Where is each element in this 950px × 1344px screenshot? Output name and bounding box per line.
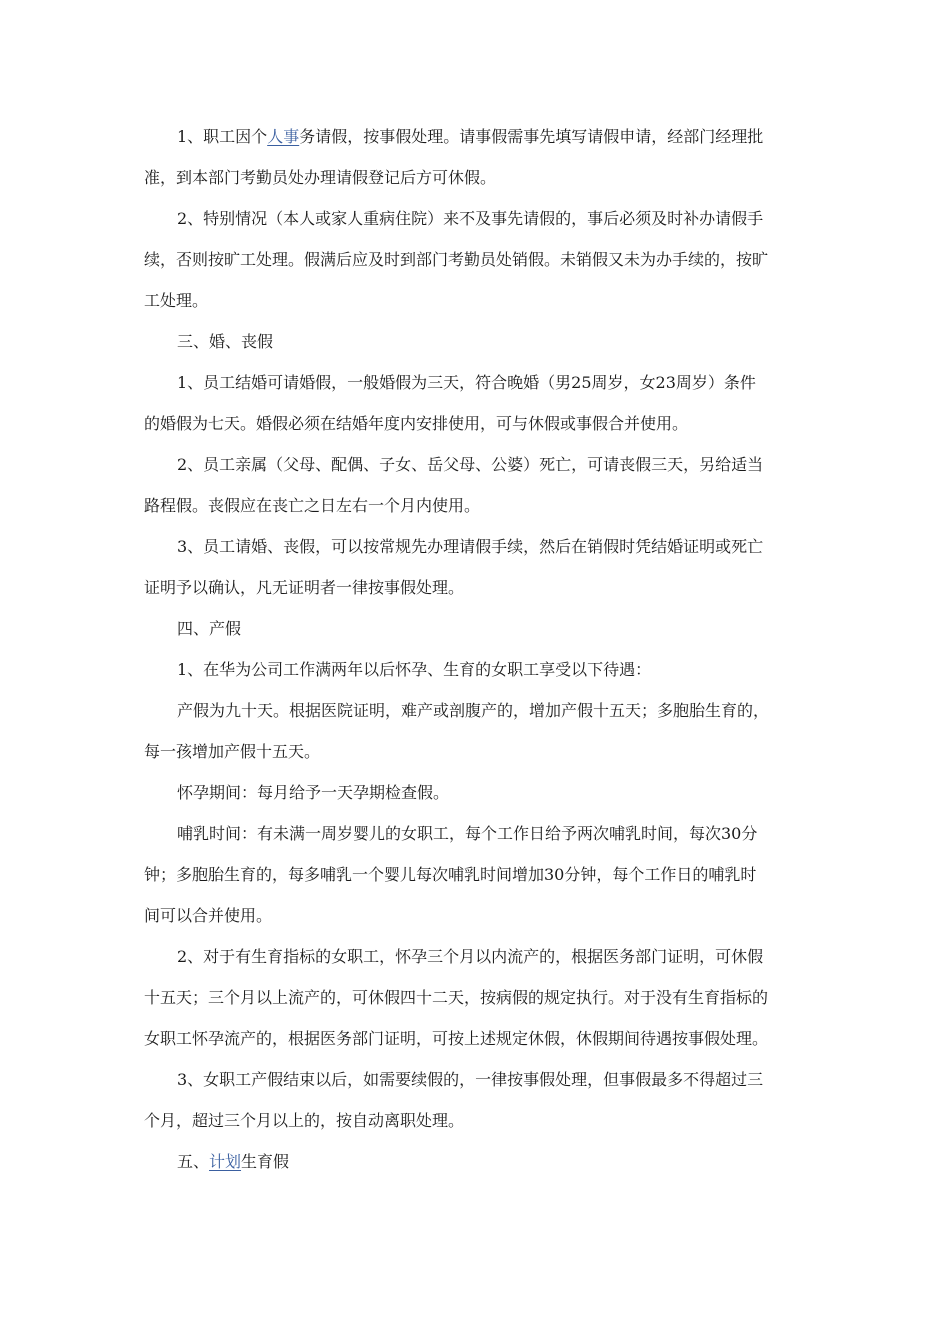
document-body [144, 116, 800, 1182]
paragraph [144, 116, 800, 198]
text-line [144, 403, 800, 444]
text-segment: 2、对于有生育指标的女职工，怀孕三个月以内流产的，根据医务部门证明，可休假 [177, 947, 764, 966]
text-segment: 怀孕期间：每月给予一天孕期检查假。 [177, 783, 450, 802]
text-segment: 务请假，按事假处理。请事假需事先填写请假申请，经部门经理批 [299, 127, 764, 146]
text-segment: 1、职工因个 [177, 127, 268, 146]
paragraph [144, 813, 800, 936]
text-line [144, 444, 800, 485]
text-line [144, 649, 800, 690]
text-segment: 证明予以确认，凡无证明者一律按事假处理。 [144, 578, 465, 597]
text-segment: 3、员工请婚、丧假，可以按常规先办理请假手续，然后在销假时凭结婚证明或死亡 [177, 537, 764, 556]
paragraph [144, 321, 800, 362]
text-line [144, 526, 800, 567]
text-segment: 钟；多胞胎生育的，每多哺乳一个婴儿每次哺乳时间增加30分钟，每个工作日的哺乳时 [144, 865, 757, 884]
text-line [144, 198, 800, 239]
paragraph [144, 1141, 800, 1182]
text-line [144, 690, 800, 731]
text-line [144, 731, 800, 772]
text-segment: 五、 [177, 1152, 210, 1171]
text-segment: 1、员工结婚可请婚假，一般婚假为三天，符合晚婚（男25周岁，女23周岁）条件 [177, 373, 756, 392]
paragraph [144, 936, 800, 1059]
text-line [144, 485, 800, 526]
text-segment: 1、在华为公司工作满两年以后怀孕、生育的女职工享受以下待遇： [177, 660, 652, 679]
text-line [144, 854, 800, 895]
text-line [144, 567, 800, 608]
text-segment: 十五天；三个月以上流产的，可休假四十二天，按病假的规定执行。对于没有生育指标的 [144, 988, 769, 1007]
text-segment: 每一孩增加产假十五天。 [144, 742, 321, 761]
hyperlink[interactable]: 人事 [267, 127, 300, 146]
paragraph [144, 444, 800, 526]
paragraph [144, 772, 800, 813]
paragraph [144, 362, 800, 444]
text-segment: 四、产假 [177, 619, 242, 638]
text-line [144, 772, 800, 813]
text-segment: 个月，超过三个月以上的，按自动离职处理。 [144, 1111, 465, 1130]
text-line [144, 321, 800, 362]
text-segment: 三、婚、丧假 [177, 332, 274, 351]
text-line [144, 116, 800, 157]
text-segment: 生育假 [241, 1152, 290, 1171]
text-segment: 的婚假为七天。婚假必须在结婚年度内安排使用，可与休假或事假合并使用。 [144, 414, 689, 433]
text-line [144, 157, 800, 198]
text-line [144, 1141, 800, 1182]
text-segment: 路程假。丧假应在丧亡之日左右一个月内使用。 [144, 496, 481, 515]
text-segment: 间可以合并使用。 [144, 906, 273, 925]
text-segment: 2、员工亲属（父母、配偶、子女、岳父母、公婆）死亡，可请丧假三天，另给适当 [177, 455, 764, 474]
paragraph [144, 526, 800, 608]
text-line [144, 813, 800, 854]
text-line [144, 936, 800, 977]
hyperlink[interactable]: 计划 [209, 1152, 242, 1171]
text-segment: 哺乳时间：有未满一周岁婴儿的女职工，每个工作日给予两次哺乳时间，每次30分 [177, 824, 758, 843]
text-line [144, 239, 800, 280]
text-segment: 2、特别情况（本人或家人重病住院）来不及事先请假的，事后必须及时补办请假手 [177, 209, 764, 228]
paragraph [144, 649, 800, 690]
paragraph [144, 198, 800, 321]
text-segment: 工处理。 [144, 291, 209, 310]
text-line [144, 280, 800, 321]
text-line [144, 608, 800, 649]
text-line [144, 895, 800, 936]
text-line [144, 1059, 800, 1100]
text-segment: 续，否则按旷工处理。假满后应及时到部门考勤员处销假。未销假又未为办手续的，按旷 [144, 250, 769, 269]
text-segment: 产假为九十天。根据医院证明，难产或剖腹产的，增加产假十五天；多胞胎生育的， [177, 701, 770, 720]
paragraph [144, 608, 800, 649]
paragraph [144, 1059, 800, 1141]
paragraph [144, 690, 800, 772]
text-line [144, 362, 800, 403]
text-line [144, 977, 800, 1018]
text-line [144, 1100, 800, 1141]
text-segment: 3、女职工产假结束以后，如需要续假的，一律按事假处理，但事假最多不得超过三 [177, 1070, 764, 1089]
text-segment: 准，到本部门考勤员处办理请假登记后方可休假。 [144, 168, 497, 187]
text-line [144, 1018, 800, 1059]
text-segment: 女职工怀孕流产的，根据医务部门证明，可按上述规定休假，休假期间待遇按事假处理。 [144, 1029, 769, 1048]
